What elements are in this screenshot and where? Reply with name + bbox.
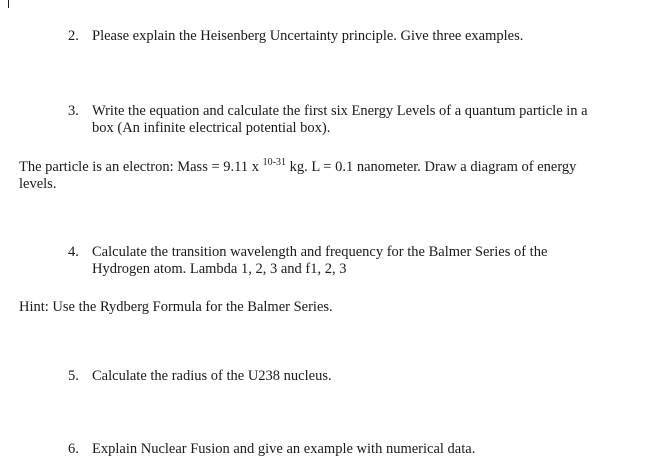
text-cursor	[8, 0, 9, 8]
question-line: Write the equation and calculate the first six Energy Levels of a quantum particle in a	[92, 103, 588, 119]
electron-note-prefix: The particle is an electron: Mass = 9.11 x	[19, 159, 263, 175]
electron-note-line-1	[19, 159, 649, 176]
question-text	[92, 368, 648, 385]
hint	[19, 299, 649, 316]
question-number: 3.	[68, 103, 79, 119]
question-number: 2.	[68, 28, 79, 44]
question-line: Calculate the radius of the U238 nucleus.	[92, 368, 332, 384]
question-number: 5.	[68, 368, 79, 384]
question-number: 4.	[68, 244, 79, 260]
question-line: Please explain the Heisenberg Uncertainty principle. Give three examples.	[92, 28, 524, 44]
question-line: Hydrogen atom. Lambda 1, 2, 3 and f1, 2, 3	[92, 261, 347, 277]
question-number: 6.	[68, 441, 79, 457]
question-line: box (An infinite electrical potential box).	[92, 120, 331, 136]
question-line: Explain Nuclear Fusion and give an example with numerical data.	[92, 441, 476, 457]
question-line: Calculate the transition wavelength and frequency for the Balmer Series of the	[92, 244, 548, 260]
question-text	[92, 28, 648, 45]
electron-note-suffix: kg. L = 0.1 nanometer. Draw a diagram of energy	[285, 159, 577, 175]
question-text	[92, 244, 648, 278]
hint-text: Hint: Use the Rydberg Formula for the Balmer Series.	[19, 299, 333, 315]
question-text	[92, 103, 648, 137]
mass-exponent: 10-31	[262, 157, 286, 168]
question-text	[92, 441, 648, 458]
electron-note-line-2: levels.	[19, 176, 57, 192]
electron-note	[19, 159, 649, 193]
